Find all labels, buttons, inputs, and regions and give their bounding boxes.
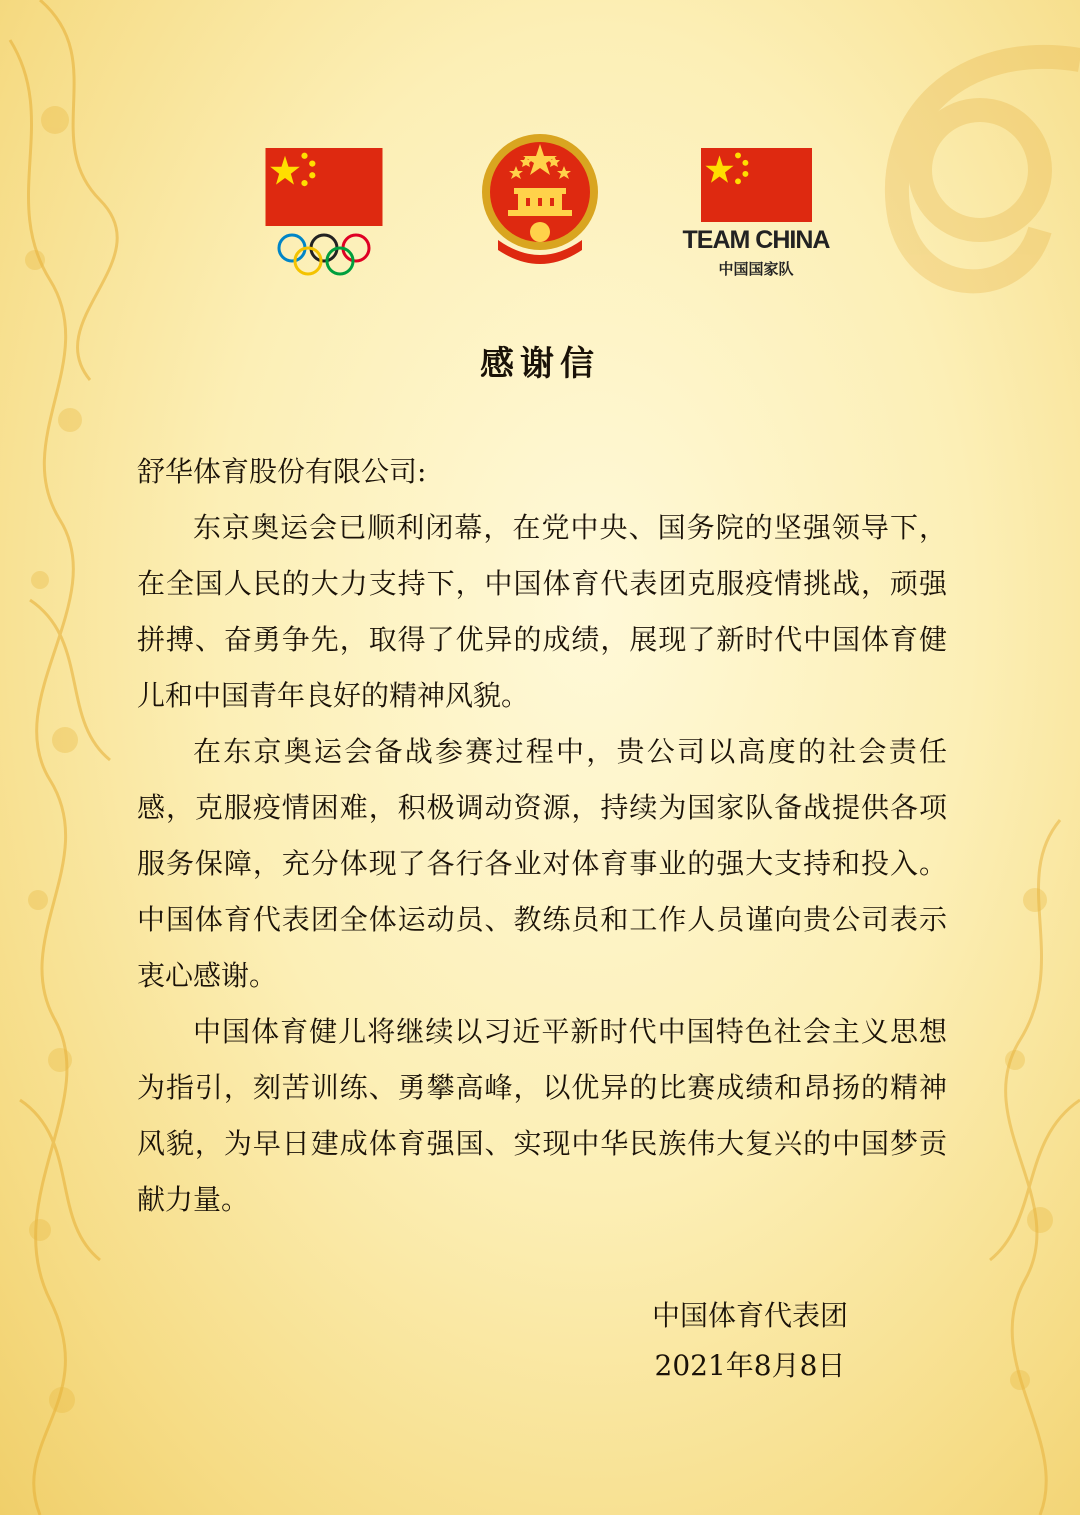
letter-paragraph: 中国体育健儿将继续以习近平新时代中国特色社会主义思想为指引，刻苦训练、勇攀高峰，以优异的比赛成绩和昂扬的精神风貌，为早日建成体育强国、实现中华民族伟大复兴的中国梦贡献力量。 bbox=[137, 1015, 947, 1216]
letter-paragraph: 东京奥运会已顺利闭幕，在党中央、国务院的坚强领导下，在全国人民的大力支持下，中国体育代表团克服疫情挑战，顽强拼搏、奋勇争先，取得了优异的成绩，展现了新时代中国体育健儿和中国青年良好的精神风貌。 bbox=[137, 511, 947, 712]
olympic-rings-icon bbox=[276, 232, 372, 278]
signature-date: 2021年8月8日 bbox=[654, 1349, 846, 1382]
letter-paragraph: 在东京奥运会备战参赛过程中，贵公司以高度的社会责任感，克服疫情困难，积极调动资源，持续为国家队备战提供各项服务保障，充分体现了各行各业对体育事业的强大支持和投入。中国体育代表团全体运动员、教练员和工作人员谨向贵公司表示衷心感谢。 bbox=[137, 735, 947, 992]
signature-organization: 中国体育代表团 bbox=[651, 1299, 848, 1332]
letter-body bbox=[137, 444, 947, 1228]
team-china-logo-text: TEAM CHINA bbox=[682, 226, 830, 254]
team-china-flag-icon bbox=[700, 148, 813, 222]
team-china-logo-subtext: 中国国家队 bbox=[718, 260, 794, 278]
letter-salutation: 舒华体育股份有限公司: bbox=[137, 455, 427, 488]
letter-title: 感谢信 bbox=[480, 344, 600, 384]
china-flag-icon bbox=[265, 148, 383, 226]
national-emblem-icon bbox=[478, 130, 602, 268]
